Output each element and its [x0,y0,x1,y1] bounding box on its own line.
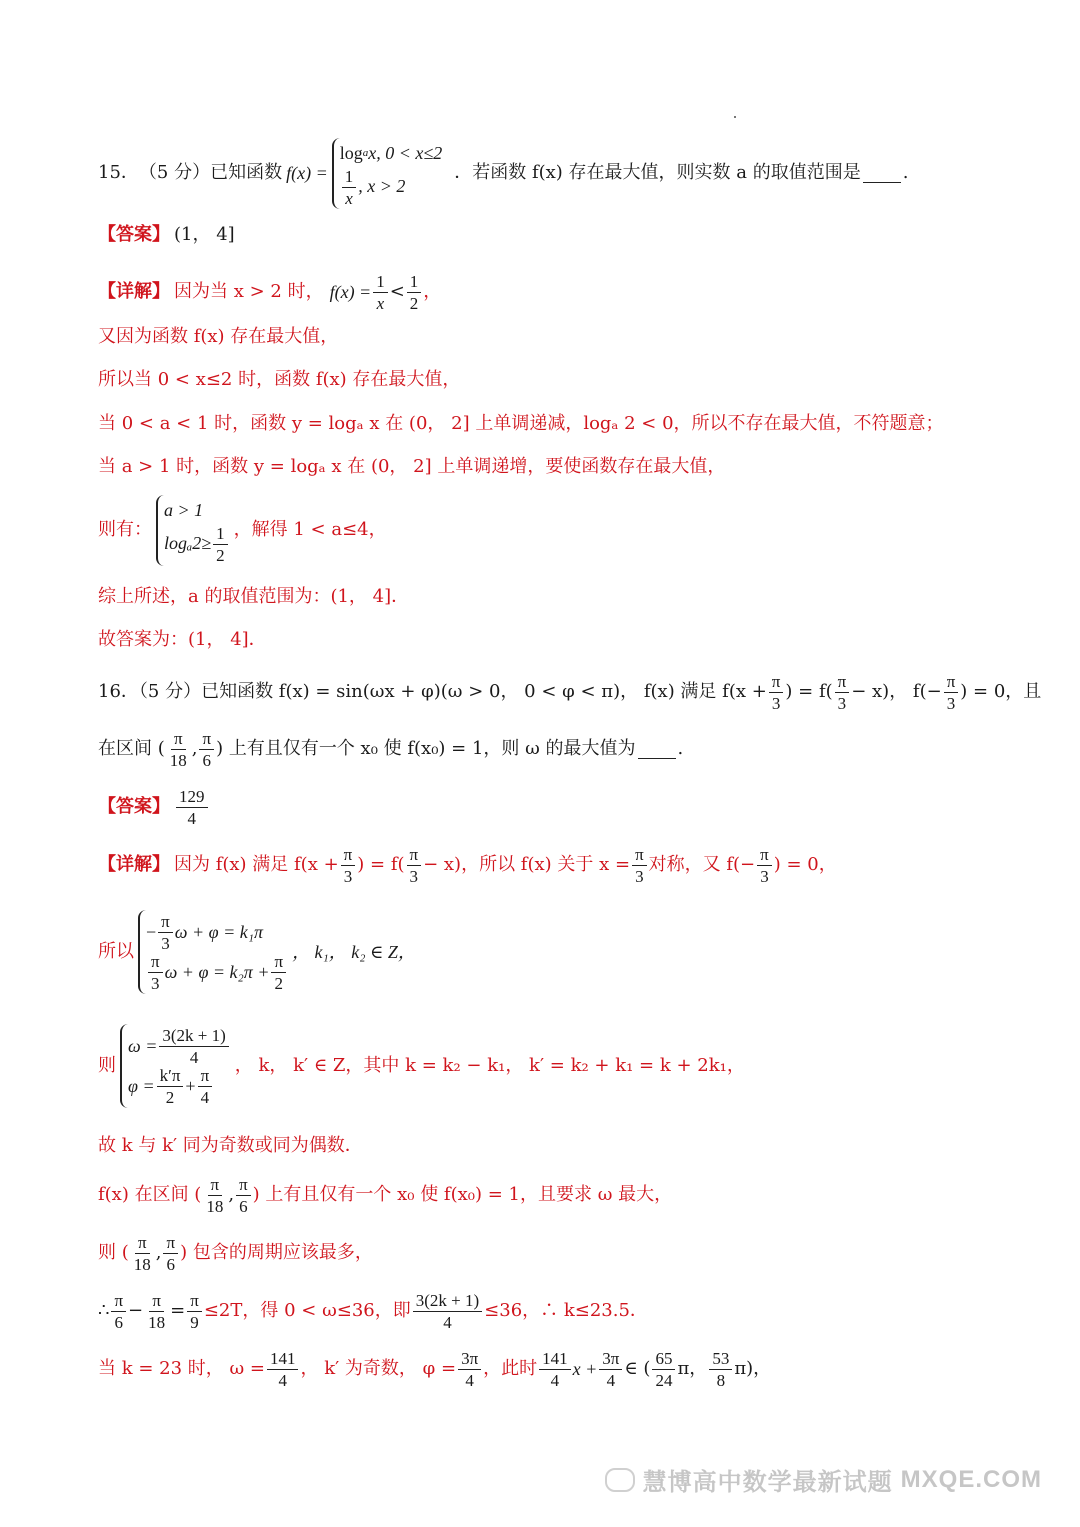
fraction [158,912,173,952]
phi-eq: φ = [128,1075,155,1096]
detail-text: ≤2T，得 0 < ω≤36，即 [203,1300,411,1321]
system-brace [138,910,288,994]
case2-rest: , x > 2 [358,176,406,196]
case1-rest: x, 0 < x≤2 [368,142,443,163]
a15-detail-1 [98,270,441,314]
system-row-2 [146,952,288,992]
fraction [148,952,163,992]
fraction [111,1291,126,1331]
denominator: 3 [837,694,847,713]
a15-detail-5: 当 a > 1 时，函数 y = logₐ x 在 (0， 2] 上单调递增，要使函数存在最大值， [98,456,726,477]
numerator: π [944,672,959,693]
a15-detail-4: 当 0 < a < 1 时，函数 y = logₐ x 在 (0， 2] 上单调递减，logₐ 2 < 0，所以不存在最大值，不符题意； [98,413,944,434]
q16-text-d: ) = 0，且 [960,681,1042,702]
then-label: 则有： [98,519,152,540]
numerator: π [198,1066,213,1087]
denominator: 18 [169,751,187,770]
denominator: 9 [190,1313,199,1332]
watermark-site: MXQE.COM [900,1465,1042,1493]
a16-detail-4: 故 k 与 k′ 同为奇数或同为偶数． [98,1135,363,1156]
therefore: ∴ [98,1300,110,1321]
a15-detail-6 [98,494,387,566]
numerator: 1 [373,272,388,293]
minus: − [146,921,157,942]
numerator: π [171,729,186,750]
denominator: 4 [443,1313,452,1332]
fraction [167,729,190,769]
q16-stem-2 [98,727,683,771]
a16-detail-1 [98,842,837,888]
detail-text: 因为当 x > 2 时， [174,281,324,302]
answer-tag: 【答案】 [98,796,170,817]
fraction [131,1233,154,1273]
q16-question: ) 上有且仅有一个 x₀ 使 f(x₀) = 1，则 ω 的最大值为 [216,738,636,759]
a16-detail-5 [98,1172,672,1218]
numerator: π [769,672,784,693]
system-row-1 [146,912,288,952]
numerator: k′π [157,1066,184,1087]
answer-value: (1， 4] [174,224,235,245]
numerator: 65 [652,1349,675,1370]
a15-answer [98,222,235,248]
then-label: 则 [98,1055,116,1076]
denominator: 4 [550,1371,560,1390]
numerator: 1 [407,272,422,293]
wechat-icon [605,1468,635,1492]
numerator: π [236,1175,251,1196]
denominator: 24 [655,1371,673,1390]
fraction [709,1349,732,1389]
denominator: 8 [716,1371,726,1390]
denominator: 3 [161,934,170,953]
denominator: 18 [206,1197,224,1216]
numerator: 3π [458,1349,481,1370]
fraction [271,952,286,992]
denominator: 6 [202,751,212,770]
numerator: π [835,672,850,693]
fraction [757,845,772,885]
fraction [145,1291,168,1331]
denominator: 2 [274,974,284,993]
piecewise-brace [332,138,443,209]
numerator: π [135,1233,150,1254]
denominator: 4 [187,809,196,828]
a16-answer [98,784,210,830]
a16-detail-2 [98,904,416,1000]
denominator: 6 [114,1313,123,1332]
fraction [407,845,422,885]
denominator: 3 [343,867,353,886]
numerator: 129 [176,787,208,808]
fraction [342,167,357,207]
numerator: π [148,952,163,973]
detail-text: 则 ( [98,1242,129,1263]
integer-condition: ， k₁， k₂ ∈ Z， [292,942,416,962]
function-label: f(x) = [286,163,328,183]
detail-text: f(x) 在区间 ( [98,1184,202,1205]
watermark-text: 慧博高中数学最新试题 [642,1469,893,1496]
numerator: 3(2k + 1) [413,1291,482,1312]
numerator: π [632,845,647,866]
denominator: 18 [148,1313,166,1332]
q15-question: ．若函数 f(x) 存在最大值，则实数 a 的取值范围是 [454,162,861,183]
numerator: 53 [709,1349,732,1370]
fraction [198,1066,213,1106]
log-inequality: logₐ2≥ [164,533,212,553]
a16-detail-6 [98,1230,373,1276]
q16-text-c: − x)， f(− [851,681,942,702]
answer-blank [863,164,901,183]
math-expr: f(x) = [329,282,372,302]
a16-detail-3 [98,1016,745,1116]
fraction [835,672,850,712]
numerator: π [199,729,214,750]
numerator: 3(2k + 1) [159,1026,228,1047]
numerator: π [158,912,173,933]
detail-text: ) 上有且仅有一个 x₀ 使 f(x₀) = 1，且要求 ω 最大， [252,1184,673,1205]
numerator: 141 [539,1349,571,1370]
fraction [652,1349,675,1389]
q16-interval-text: 在区间 ( [98,738,165,759]
system-row-1 [128,1026,231,1066]
fraction [159,1026,228,1066]
fraction [203,1175,226,1215]
equals: = [170,1300,186,1321]
detail-text: ，此时 [483,1358,538,1379]
fraction [341,845,356,885]
equation: ω + φ = k₁π [174,921,263,942]
q16-text-a: 16．（5 分）已知函数 f(x) = sin(ωx + φ)(ω > 0， 0 < φ < π)， f(x) 满足 f(x + [98,681,767,702]
system-brace [156,495,230,566]
denominator: 4 [200,1088,210,1107]
pi-comma: π， [677,1358,708,1379]
element-of: ∈ ( [624,1358,651,1379]
fraction [944,672,959,712]
log-base: a [362,146,369,159]
plus: + [185,1075,196,1096]
comma: , [191,738,198,759]
denominator: 3 [409,867,419,886]
detail-text: ) = 0， [773,854,837,875]
numerator: π [187,1291,202,1312]
denominator: 4 [278,1371,287,1390]
answer-fraction [176,787,208,827]
numerator: π [111,1291,126,1312]
numerator: π [163,1233,178,1254]
fraction [599,1349,622,1389]
q15-intro: 已知函数 [210,162,283,183]
so-label: 所以 [98,941,134,962]
a15-detail-7: 综上所述，a 的取值范围为：(1， 4]． [98,586,410,607]
stray-dot [734,116,736,118]
denominator: 18 [133,1255,151,1274]
system-row-2 [128,1066,231,1106]
piecewise-case-2 [340,167,443,207]
detail-tag: 【详解】 [98,281,170,302]
a15-detail-8: 故答案为：(1， 4]． [98,629,267,650]
minus: − [128,1300,144,1321]
fraction [407,272,422,312]
denominator: 3 [760,867,769,886]
points: （5 分） [138,162,211,183]
denominator: 6 [239,1197,248,1216]
fraction [539,1349,571,1389]
x-plus: x + [572,1359,598,1379]
denominator: 4 [189,1048,199,1067]
detail-tag: 【详解】 [98,854,170,875]
denominator: 2 [216,545,225,565]
comma: ， [423,281,442,302]
numerator: π [208,1175,223,1196]
numerator: π [757,845,772,866]
numerator: 141 [267,1349,299,1370]
fraction [267,1349,299,1389]
a15-detail-2: 又因为函数 f(x) 存在最大值， [98,326,339,347]
fraction [458,1349,481,1389]
fraction [213,524,228,564]
solution-text: ，解得 1 < a≤4， [233,519,387,540]
log-text: log [339,142,363,163]
fraction [199,729,214,769]
numerator: π [407,845,422,866]
system-row-2 [164,524,230,564]
watermark [605,1462,1042,1497]
fraction [157,1066,184,1106]
question-number: 15． [98,162,139,183]
q15-stem [98,136,908,210]
answer-blank [638,740,676,759]
numerator: 1 [342,167,357,188]
equation: ω + φ = k₂π + [164,961,270,982]
numerator: 3π [599,1349,622,1370]
fraction [187,1291,202,1331]
answer-tag: 【答案】 [98,224,170,245]
fraction [632,845,647,885]
numerator: 1 [213,524,228,545]
detail-text: 因为 f(x) 满足 f(x + [174,854,339,875]
fraction [769,672,784,712]
denominator: 3 [771,694,781,713]
comma: , [228,1184,235,1205]
fraction [413,1291,482,1331]
a15-detail-3: 所以当 0 < x≤2 时，函数 f(x) 存在最大值， [98,369,461,390]
period: . [677,738,684,759]
numerator: π [149,1291,164,1312]
pi-close: π)， [734,1358,772,1379]
fraction [373,272,388,312]
a16-detail-8 [98,1346,771,1392]
denominator: 4 [465,1371,474,1390]
numerator: π [271,952,286,973]
comma: , [155,1242,162,1263]
denominator: 6 [166,1255,176,1274]
q16-stem-1 [98,670,1041,714]
q16-text-b: ) = f( [785,681,833,702]
detail-text: − x)，所以 f(x) 关于 x = [423,854,631,875]
denominator: x [345,188,353,208]
detail-text: 当 k = 23 时， ω = [98,1358,265,1379]
detail-text: ， k′ 为奇数， φ = [300,1358,457,1379]
numerator: π [341,845,356,866]
a16-detail-7 [98,1288,648,1334]
less-than: < [389,281,405,302]
denominator: 4 [606,1371,616,1390]
detail-text: 对称，又 f(− [648,854,756,875]
detail-text: ) = f( [357,854,405,875]
definition-text: ， k， k′ ∈ Z，其中 k = k₂ − k₁， k′ = k₂ + k₁ = k + 2k₁， [234,1055,745,1076]
denominator: 2 [409,294,419,313]
fraction [163,1233,178,1273]
denominator: x [376,294,385,313]
detail-text: ≤36，∴ k≤23.5． [484,1300,648,1321]
system-row-1: a > 1 [164,499,204,520]
denominator: 3 [635,867,644,886]
denominator: 3 [151,974,160,993]
denominator: 2 [165,1088,175,1107]
detail-text: ) 包含的周期应该最多， [180,1242,373,1263]
piecewise-case-1 [340,140,443,167]
denominator: 3 [946,694,956,713]
period: . [902,162,909,183]
omega-eq: ω = [128,1035,158,1056]
fraction [236,1175,251,1215]
system-brace [120,1024,231,1108]
